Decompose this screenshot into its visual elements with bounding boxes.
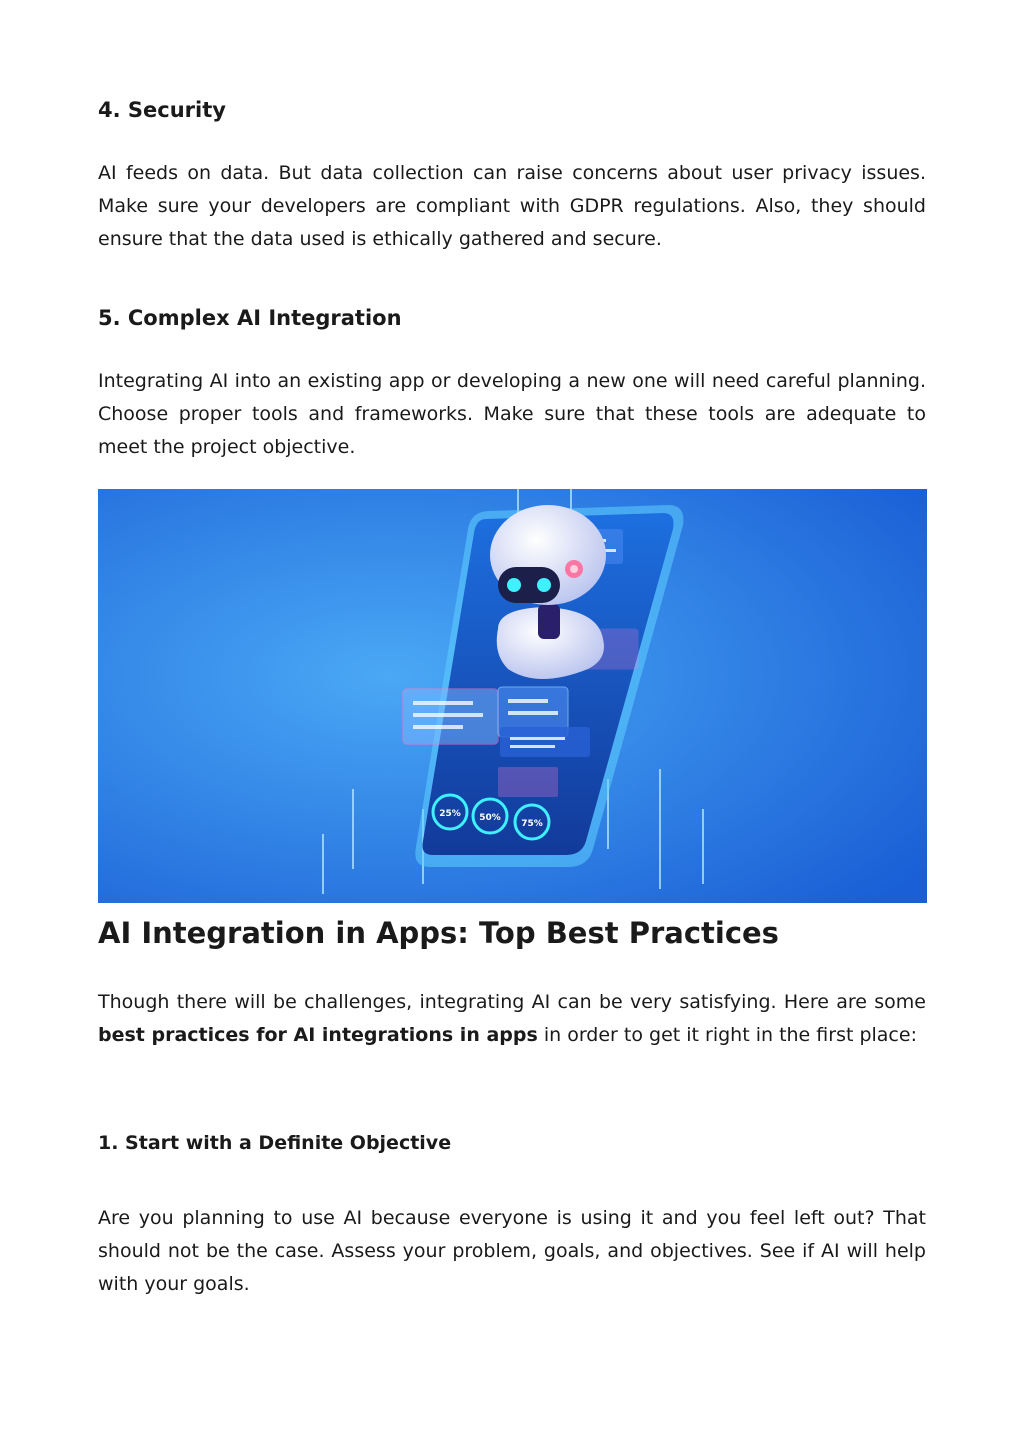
- gauge-50-label: 50%: [479, 813, 501, 823]
- ai-robot-phone-illustration: [98, 489, 927, 903]
- intro-text-end: in order to get it right in the first place:: [537, 1024, 917, 1046]
- gauge-25-label: 25%: [439, 809, 461, 819]
- complex-integration-heading: 5. Complex AI Integration: [98, 306, 402, 330]
- security-heading: 4. Security: [98, 98, 226, 122]
- gauge-75-label: 75%: [521, 819, 543, 829]
- intro-text-start: Though there will be challenges, integrating AI can be very satisfying. Here are some: [98, 991, 926, 1013]
- security-paragraph: AI feeds on data. But data collection can raise concerns about user privacy issues. Make sure your developers are compliant with GDPR regulations. Also, they should ensure that the data used is ethically gathered and secure.: [98, 162, 926, 250]
- best-practices-intro: [98, 986, 926, 1052]
- objective-heading: 1. Start with a Definite Objective: [98, 1132, 452, 1154]
- objective-paragraph: Are you planning to use AI because everyone is using it and you feel left out? That should not be the case. Assess your problem, goals, and objectives. See if AI will help with your goals.: [98, 1207, 926, 1295]
- intro-bold-phrase: best practices for AI integrations in apps: [98, 1024, 538, 1046]
- complex-integration-paragraph: Integrating AI into an existing app or developing a new one will need careful planning. Choose proper tools and frameworks. Make sure that these tools are adequate to meet the project objective.: [98, 370, 926, 458]
- best-practices-title: AI Integration in Apps: Top Best Practices: [98, 916, 779, 950]
